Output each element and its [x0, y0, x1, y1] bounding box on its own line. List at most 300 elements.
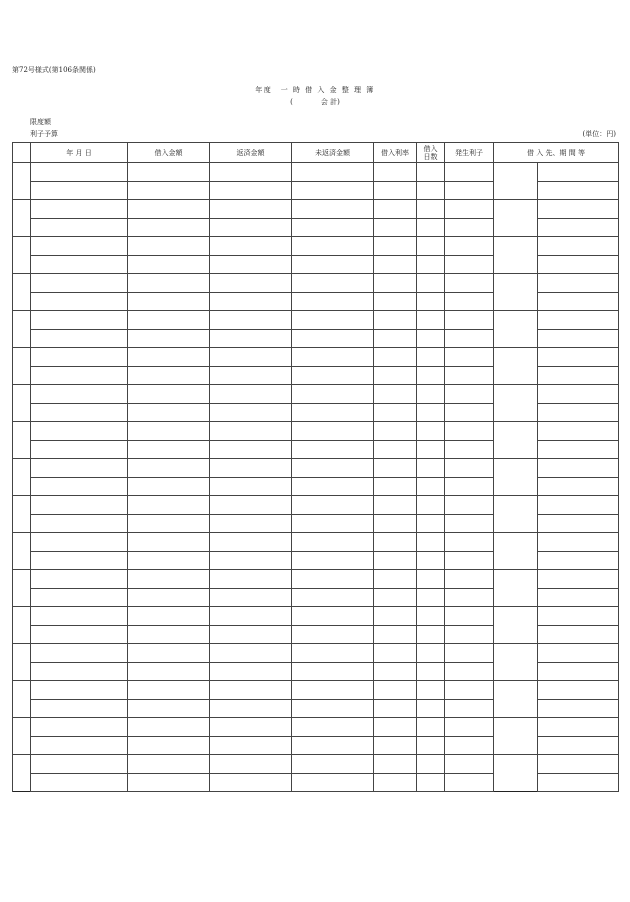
date-cell[interactable] — [31, 218, 128, 237]
days-cell[interactable] — [417, 422, 445, 441]
unrepaid-cell[interactable] — [292, 551, 374, 570]
unrepaid-cell[interactable] — [292, 736, 374, 755]
days-cell[interactable] — [417, 181, 445, 200]
unrepaid-cell[interactable] — [292, 311, 374, 330]
period-cell[interactable] — [538, 551, 619, 570]
days-cell[interactable] — [417, 699, 445, 718]
borrowed-cell[interactable] — [128, 385, 210, 404]
date-cell[interactable] — [31, 773, 128, 792]
lender-cell[interactable] — [494, 274, 538, 311]
interest-cell[interactable] — [445, 385, 494, 404]
period-cell[interactable] — [538, 329, 619, 348]
days-cell[interactable] — [417, 588, 445, 607]
rate-cell[interactable] — [374, 237, 417, 256]
date-cell[interactable] — [31, 514, 128, 533]
borrowed-cell[interactable] — [128, 292, 210, 311]
rate-cell[interactable] — [374, 755, 417, 774]
rate-cell[interactable] — [374, 311, 417, 330]
interest-cell[interactable] — [445, 237, 494, 256]
days-cell[interactable] — [417, 329, 445, 348]
borrowed-cell[interactable] — [128, 181, 210, 200]
days-cell[interactable] — [417, 440, 445, 459]
interest-cell[interactable] — [445, 163, 494, 182]
borrowed-cell[interactable] — [128, 533, 210, 552]
period-cell[interactable] — [538, 181, 619, 200]
date-cell[interactable] — [31, 422, 128, 441]
repaid-cell[interactable] — [210, 366, 292, 385]
interest-cell[interactable] — [445, 644, 494, 663]
unrepaid-cell[interactable] — [292, 200, 374, 219]
period-cell[interactable] — [538, 366, 619, 385]
unrepaid-cell[interactable] — [292, 255, 374, 274]
table-row — [13, 607, 619, 626]
interest-cell[interactable] — [445, 348, 494, 367]
lender-cell[interactable] — [494, 570, 538, 607]
repaid-cell[interactable] — [210, 348, 292, 367]
table-row — [13, 311, 619, 330]
lender-cell[interactable] — [494, 459, 538, 496]
repaid-cell[interactable] — [210, 292, 292, 311]
date-cell[interactable] — [31, 385, 128, 404]
rate-cell[interactable] — [374, 348, 417, 367]
interest-cell[interactable] — [445, 440, 494, 459]
borrowed-cell[interactable] — [128, 163, 210, 182]
rate-cell[interactable] — [374, 681, 417, 700]
unrepaid-cell[interactable] — [292, 403, 374, 422]
interest-cell[interactable] — [445, 329, 494, 348]
rate-cell[interactable] — [374, 181, 417, 200]
rate-cell[interactable] — [374, 440, 417, 459]
interest-budget-label: 利子予算 — [30, 130, 58, 138]
table-row — [13, 348, 619, 367]
days-cell[interactable] — [417, 644, 445, 663]
interest-cell[interactable] — [445, 200, 494, 219]
borrowed-cell[interactable] — [128, 440, 210, 459]
days-cell[interactable] — [417, 477, 445, 496]
interest-cell[interactable] — [445, 514, 494, 533]
rate-cell[interactable] — [374, 773, 417, 792]
interest-cell[interactable] — [445, 681, 494, 700]
days-cell[interactable] — [417, 736, 445, 755]
interest-cell[interactable] — [445, 366, 494, 385]
table-row — [13, 200, 619, 219]
borrowed-cell[interactable] — [128, 607, 210, 626]
period-cell[interactable] — [538, 255, 619, 274]
period-cell[interactable] — [538, 514, 619, 533]
days-cell[interactable] — [417, 570, 445, 589]
borrowed-cell[interactable] — [128, 736, 210, 755]
interest-cell[interactable] — [445, 255, 494, 274]
repaid-cell[interactable] — [210, 255, 292, 274]
lender-cell[interactable] — [494, 496, 538, 533]
rate-cell[interactable] — [374, 385, 417, 404]
rate-cell[interactable] — [374, 551, 417, 570]
date-cell[interactable] — [31, 699, 128, 718]
date-cell[interactable] — [31, 348, 128, 367]
interest-cell[interactable] — [445, 496, 494, 515]
borrowed-cell[interactable] — [128, 311, 210, 330]
lender-cell[interactable] — [494, 237, 538, 274]
date-cell[interactable] — [31, 570, 128, 589]
borrowed-cell[interactable] — [128, 274, 210, 293]
borrowed-cell[interactable] — [128, 625, 210, 644]
interest-cell[interactable] — [445, 311, 494, 330]
period-cell[interactable] — [538, 662, 619, 681]
rate-cell[interactable] — [374, 459, 417, 478]
lender-cell[interactable] — [494, 718, 538, 755]
days-cell[interactable] — [417, 292, 445, 311]
repaid-cell[interactable] — [210, 163, 292, 182]
repaid-cell[interactable] — [210, 607, 292, 626]
lender-cell[interactable] — [494, 607, 538, 644]
days-cell[interactable] — [417, 551, 445, 570]
lender-cell[interactable] — [494, 311, 538, 348]
repaid-cell[interactable] — [210, 422, 292, 441]
days-cell[interactable] — [417, 662, 445, 681]
period-cell[interactable] — [538, 422, 619, 441]
period-cell[interactable] — [538, 218, 619, 237]
period-cell[interactable] — [538, 773, 619, 792]
date-cell[interactable] — [31, 274, 128, 293]
days-cell[interactable] — [417, 366, 445, 385]
rate-cell[interactable] — [374, 736, 417, 755]
days-cell[interactable] — [417, 311, 445, 330]
repaid-cell[interactable] — [210, 736, 292, 755]
interest-cell[interactable] — [445, 459, 494, 478]
borrowed-cell[interactable] — [128, 200, 210, 219]
repaid-cell[interactable] — [210, 625, 292, 644]
rate-cell[interactable] — [374, 329, 417, 348]
date-cell[interactable] — [31, 440, 128, 459]
days-cell[interactable] — [417, 218, 445, 237]
period-cell[interactable] — [538, 440, 619, 459]
date-cell[interactable] — [31, 681, 128, 700]
borrowed-cell[interactable] — [128, 237, 210, 256]
unrepaid-cell[interactable] — [292, 607, 374, 626]
interest-cell[interactable] — [445, 292, 494, 311]
header-lender-period: 借 入 先、期 間 等 — [494, 143, 619, 163]
unrepaid-cell[interactable] — [292, 570, 374, 589]
days-cell[interactable] — [417, 237, 445, 256]
rate-cell[interactable] — [374, 607, 417, 626]
rate-cell[interactable] — [374, 533, 417, 552]
unrepaid-cell[interactable] — [292, 773, 374, 792]
interest-cell[interactable] — [445, 422, 494, 441]
days-cell[interactable] — [417, 255, 445, 274]
repaid-cell[interactable] — [210, 644, 292, 663]
lender-cell[interactable] — [494, 385, 538, 422]
period-cell[interactable] — [538, 163, 619, 182]
lender-cell[interactable] — [494, 200, 538, 237]
interest-cell[interactable] — [445, 699, 494, 718]
period-cell[interactable] — [538, 533, 619, 552]
borrowed-cell[interactable] — [128, 255, 210, 274]
borrowed-cell[interactable] — [128, 662, 210, 681]
borrowed-cell[interactable] — [128, 329, 210, 348]
interest-cell[interactable] — [445, 181, 494, 200]
borrowed-cell[interactable] — [128, 514, 210, 533]
rate-cell[interactable] — [374, 718, 417, 737]
rate-cell[interactable] — [374, 422, 417, 441]
period-cell[interactable] — [538, 403, 619, 422]
lender-cell[interactable] — [494, 755, 538, 792]
interest-cell[interactable] — [445, 218, 494, 237]
repaid-cell[interactable] — [210, 588, 292, 607]
repaid-cell[interactable] — [210, 662, 292, 681]
unrepaid-cell[interactable] — [292, 681, 374, 700]
date-cell[interactable] — [31, 477, 128, 496]
unrepaid-cell[interactable] — [292, 477, 374, 496]
rate-cell[interactable] — [374, 588, 417, 607]
days-cell[interactable] — [417, 514, 445, 533]
unrepaid-cell[interactable] — [292, 755, 374, 774]
period-cell[interactable] — [538, 607, 619, 626]
interest-cell[interactable] — [445, 607, 494, 626]
table-row — [13, 237, 619, 256]
repaid-cell[interactable] — [210, 403, 292, 422]
borrowed-cell[interactable] — [128, 681, 210, 700]
date-cell[interactable] — [31, 551, 128, 570]
unrepaid-cell[interactable] — [292, 163, 374, 182]
period-cell[interactable] — [538, 348, 619, 367]
days-cell[interactable] — [417, 718, 445, 737]
repaid-cell[interactable] — [210, 237, 292, 256]
rate-cell[interactable] — [374, 496, 417, 515]
rate-cell[interactable] — [374, 570, 417, 589]
repaid-cell[interactable] — [210, 514, 292, 533]
repaid-cell[interactable] — [210, 459, 292, 478]
borrowed-cell[interactable] — [128, 755, 210, 774]
repaid-cell[interactable] — [210, 311, 292, 330]
repaid-cell[interactable] — [210, 773, 292, 792]
table-row — [13, 755, 619, 774]
unrepaid-cell[interactable] — [292, 385, 374, 404]
period-cell[interactable] — [538, 718, 619, 737]
repaid-cell[interactable] — [210, 218, 292, 237]
rate-cell[interactable] — [374, 218, 417, 237]
unrepaid-cell[interactable] — [292, 440, 374, 459]
date-cell[interactable] — [31, 200, 128, 219]
date-cell[interactable] — [31, 292, 128, 311]
period-cell[interactable] — [538, 385, 619, 404]
borrowed-cell[interactable] — [128, 551, 210, 570]
borrowed-cell[interactable] — [128, 403, 210, 422]
repaid-cell[interactable] — [210, 699, 292, 718]
date-cell[interactable] — [31, 588, 128, 607]
lender-cell[interactable] — [494, 348, 538, 385]
days-cell[interactable] — [417, 403, 445, 422]
repaid-cell[interactable] — [210, 274, 292, 293]
date-cell[interactable] — [31, 255, 128, 274]
unrepaid-cell[interactable] — [292, 366, 374, 385]
rate-cell[interactable] — [374, 625, 417, 644]
rate-cell[interactable] — [374, 200, 417, 219]
period-cell[interactable] — [538, 736, 619, 755]
unrepaid-cell[interactable] — [292, 292, 374, 311]
unrepaid-cell[interactable] — [292, 348, 374, 367]
unrepaid-cell[interactable] — [292, 218, 374, 237]
interest-cell[interactable] — [445, 588, 494, 607]
days-cell[interactable] — [417, 773, 445, 792]
date-cell[interactable] — [31, 662, 128, 681]
date-cell[interactable] — [31, 163, 128, 182]
date-cell[interactable] — [31, 459, 128, 478]
days-cell[interactable] — [417, 200, 445, 219]
borrowed-cell[interactable] — [128, 459, 210, 478]
repaid-cell[interactable] — [210, 551, 292, 570]
days-cell[interactable] — [417, 625, 445, 644]
interest-cell[interactable] — [445, 773, 494, 792]
days-cell[interactable] — [417, 459, 445, 478]
form-title: 年度 一 時 借 入 金 整 理 簿 — [255, 86, 375, 94]
days-cell[interactable] — [417, 755, 445, 774]
lender-cell[interactable] — [494, 644, 538, 681]
period-cell[interactable] — [538, 496, 619, 515]
period-cell[interactable] — [538, 311, 619, 330]
date-cell[interactable] — [31, 403, 128, 422]
borrowed-cell[interactable] — [128, 773, 210, 792]
period-cell[interactable] — [538, 274, 619, 293]
period-cell[interactable] — [538, 699, 619, 718]
date-cell[interactable] — [31, 366, 128, 385]
repaid-cell[interactable] — [210, 755, 292, 774]
borrowed-cell[interactable] — [128, 422, 210, 441]
period-cell[interactable] — [538, 625, 619, 644]
unrepaid-cell[interactable] — [292, 237, 374, 256]
interest-cell[interactable] — [445, 570, 494, 589]
unrepaid-cell[interactable] — [292, 699, 374, 718]
date-cell[interactable] — [31, 718, 128, 737]
rate-cell[interactable] — [374, 662, 417, 681]
repaid-cell[interactable] — [210, 533, 292, 552]
rate-cell[interactable] — [374, 514, 417, 533]
repaid-cell[interactable] — [210, 385, 292, 404]
rate-cell[interactable] — [374, 477, 417, 496]
unrepaid-cell[interactable] — [292, 588, 374, 607]
lender-cell[interactable] — [494, 533, 538, 570]
days-cell[interactable] — [417, 163, 445, 182]
borrowed-cell[interactable] — [128, 699, 210, 718]
days-cell[interactable] — [417, 385, 445, 404]
rate-cell[interactable] — [374, 366, 417, 385]
unrepaid-cell[interactable] — [292, 514, 374, 533]
unrepaid-cell[interactable] — [292, 644, 374, 663]
period-cell[interactable] — [538, 477, 619, 496]
interest-cell[interactable] — [445, 477, 494, 496]
period-cell[interactable] — [538, 588, 619, 607]
unrepaid-cell[interactable] — [292, 181, 374, 200]
unrepaid-cell[interactable] — [292, 533, 374, 552]
borrowed-cell[interactable] — [128, 218, 210, 237]
period-cell[interactable] — [538, 681, 619, 700]
borrowed-cell[interactable] — [128, 718, 210, 737]
unrepaid-cell[interactable] — [292, 625, 374, 644]
period-cell[interactable] — [538, 755, 619, 774]
repaid-cell[interactable] — [210, 181, 292, 200]
borrowed-cell[interactable] — [128, 588, 210, 607]
lender-cell[interactable] — [494, 163, 538, 200]
unrepaid-cell[interactable] — [292, 662, 374, 681]
date-cell[interactable] — [31, 607, 128, 626]
period-cell[interactable] — [538, 570, 619, 589]
borrowed-cell[interactable] — [128, 477, 210, 496]
days-cell[interactable] — [417, 533, 445, 552]
repaid-cell[interactable] — [210, 440, 292, 459]
interest-cell[interactable] — [445, 755, 494, 774]
borrowed-cell[interactable] — [128, 644, 210, 663]
date-cell[interactable] — [31, 181, 128, 200]
interest-cell[interactable] — [445, 625, 494, 644]
rate-cell[interactable] — [374, 644, 417, 663]
rate-cell[interactable] — [374, 292, 417, 311]
lender-cell[interactable] — [494, 422, 538, 459]
date-cell[interactable] — [31, 311, 128, 330]
repaid-cell[interactable] — [210, 681, 292, 700]
date-cell[interactable] — [31, 644, 128, 663]
date-cell[interactable] — [31, 755, 128, 774]
date-cell[interactable] — [31, 625, 128, 644]
date-cell[interactable] — [31, 533, 128, 552]
rate-cell[interactable] — [374, 274, 417, 293]
interest-cell[interactable] — [445, 662, 494, 681]
interest-cell[interactable] — [445, 533, 494, 552]
date-cell[interactable] — [31, 736, 128, 755]
date-cell[interactable] — [31, 237, 128, 256]
rate-cell[interactable] — [374, 699, 417, 718]
date-cell[interactable] — [31, 496, 128, 515]
repaid-cell[interactable] — [210, 329, 292, 348]
lender-cell[interactable] — [494, 681, 538, 718]
unrepaid-cell[interactable] — [292, 274, 374, 293]
period-cell[interactable] — [538, 644, 619, 663]
interest-cell[interactable] — [445, 551, 494, 570]
interest-cell[interactable] — [445, 736, 494, 755]
borrowed-cell[interactable] — [128, 570, 210, 589]
repaid-cell[interactable] — [210, 200, 292, 219]
unrepaid-cell[interactable] — [292, 459, 374, 478]
interest-cell[interactable] — [445, 403, 494, 422]
days-cell[interactable] — [417, 496, 445, 515]
borrowed-cell[interactable] — [128, 496, 210, 515]
rate-cell[interactable] — [374, 255, 417, 274]
row-index-cell — [13, 718, 31, 755]
date-cell[interactable] — [31, 329, 128, 348]
period-cell[interactable] — [538, 459, 619, 478]
interest-cell[interactable] — [445, 718, 494, 737]
row-index-cell — [13, 237, 31, 274]
unrepaid-cell[interactable] — [292, 422, 374, 441]
days-cell[interactable] — [417, 681, 445, 700]
repaid-cell[interactable] — [210, 477, 292, 496]
days-cell[interactable] — [417, 607, 445, 626]
repaid-cell[interactable] — [210, 570, 292, 589]
days-cell[interactable] — [417, 348, 445, 367]
unrepaid-cell[interactable] — [292, 329, 374, 348]
borrowed-cell[interactable] — [128, 348, 210, 367]
unrepaid-cell[interactable] — [292, 496, 374, 515]
borrowed-cell[interactable] — [128, 366, 210, 385]
period-cell[interactable] — [538, 237, 619, 256]
repaid-cell[interactable] — [210, 718, 292, 737]
days-cell[interactable] — [417, 274, 445, 293]
unrepaid-cell[interactable] — [292, 718, 374, 737]
rate-cell[interactable] — [374, 163, 417, 182]
rate-cell[interactable] — [374, 403, 417, 422]
interest-cell[interactable] — [445, 274, 494, 293]
period-cell[interactable] — [538, 292, 619, 311]
repaid-cell[interactable] — [210, 496, 292, 515]
period-cell[interactable] — [538, 200, 619, 219]
